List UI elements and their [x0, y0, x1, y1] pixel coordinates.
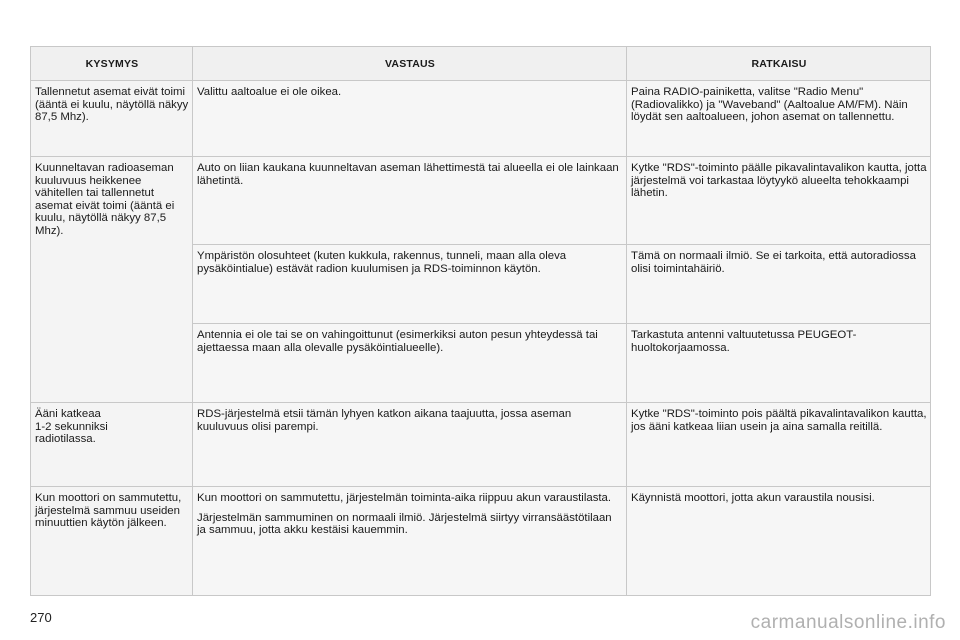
answer-text: RDS-järjestelmä etsii tämän lyhyen katkon aikana taajuutta, jossa aseman kuuluvuus olisi parempi.: [197, 408, 572, 433]
troubleshooting-table-container: [30, 46, 930, 596]
answer-text: Järjestelmän sammuminen on normaali ilmiö. Järjestelmä siirtyy virransäästötilaan ja sammuu, jotta akku kestäisi kauemmin.: [197, 511, 612, 537]
answer-text: Valittu aaltoalue ei ole oikea.: [197, 86, 342, 98]
question-cell: Kuunneltavan radioaseman kuuluvuus heikkenee vähitellen tai tallennetut asemat eivät toimi (ääntä ei kuulu, näytöllä näkyy 87,5 Mhz).: [31, 157, 193, 403]
answer-text: Kun moottori on sammutettu, järjestelmän toiminta-aika riippuu akun varaustilasta.: [197, 492, 612, 504]
header-answer: VASTAUS: [193, 47, 627, 81]
question-cell: Tallennetut asemat eivät toimi (ääntä ei kuulu, näytöllä näkyy 87,5 Mhz).: [31, 81, 193, 157]
answer-text: Ympäristön olosuhteet (kuten kukkula, rakennus, tunneli, maan alla oleva pysäköintialue) estävät radion kuulumisen ja RDS-toiminnon käytön.: [197, 250, 567, 275]
answer-cell: [193, 324, 627, 403]
solution-cell: Tämä on normaali ilmiö. Se ei tarkoita, että autoradiossa olisi toimintahäiriö.: [627, 245, 931, 324]
solution-cell: Kytke "RDS"-toiminto päälle pikavalintavalikon kautta, jotta järjestelmä voi tarkastaa löytyykö alueelta tehokkaampi lähetin.: [627, 157, 931, 245]
table-header-row: [31, 47, 931, 81]
table-row: [31, 487, 931, 596]
answer-cell: [193, 157, 627, 245]
solution-cell: Paina RADIO-painiketta, valitse "Radio Menu" (Radiovalikko) ja "Waveband" (Aaltoalue AM/FM). Näin löydät sen aaltoalueen, johon asemat on tallennettu.: [627, 81, 931, 157]
solution-cell: Tarkastuta antenni valtuutetussa PEUGEOT-huoltokorjaamossa.: [627, 324, 931, 403]
table-row: [31, 403, 931, 487]
page-number: 270: [30, 610, 52, 625]
answer-text: Auto on liian kaukana kuunneltavan aseman lähettimestä tai alueella ei ole lainkaan lähetintä.: [197, 162, 619, 187]
solution-cell: Kytke "RDS"-toiminto pois päältä pikavalintavalikon kautta, jos ääni katkeaa liian usein ja aina samalla reitillä.: [627, 403, 931, 487]
answer-cell: [193, 81, 627, 157]
header-question: KYSYMYS: [31, 47, 193, 81]
troubleshooting-table: [30, 46, 931, 596]
table-row: [31, 157, 931, 245]
question-cell: Kun moottori on sammutettu, järjestelmä sammuu useiden minuuttien käytön jälkeen.: [31, 487, 193, 596]
answer-cell: [193, 487, 627, 596]
solution-cell: Käynnistä moottori, jotta akun varaustila nousisi.: [627, 487, 931, 596]
watermark: carmanualsonline.info: [750, 612, 946, 633]
header-solution: RATKAISU: [627, 47, 931, 81]
answer-text: Antennia ei ole tai se on vahingoittunut (esimerkiksi auton pesun yhteydessä tai ajettaessa maan alla olevalle pysäköintialueelle).: [197, 329, 598, 354]
answer-cell: [193, 245, 627, 324]
table-row: [31, 81, 931, 157]
answer-cell: [193, 403, 627, 487]
question-cell: Ääni katkeaa 1-2 sekunniksi radiotilassa.: [31, 403, 193, 487]
